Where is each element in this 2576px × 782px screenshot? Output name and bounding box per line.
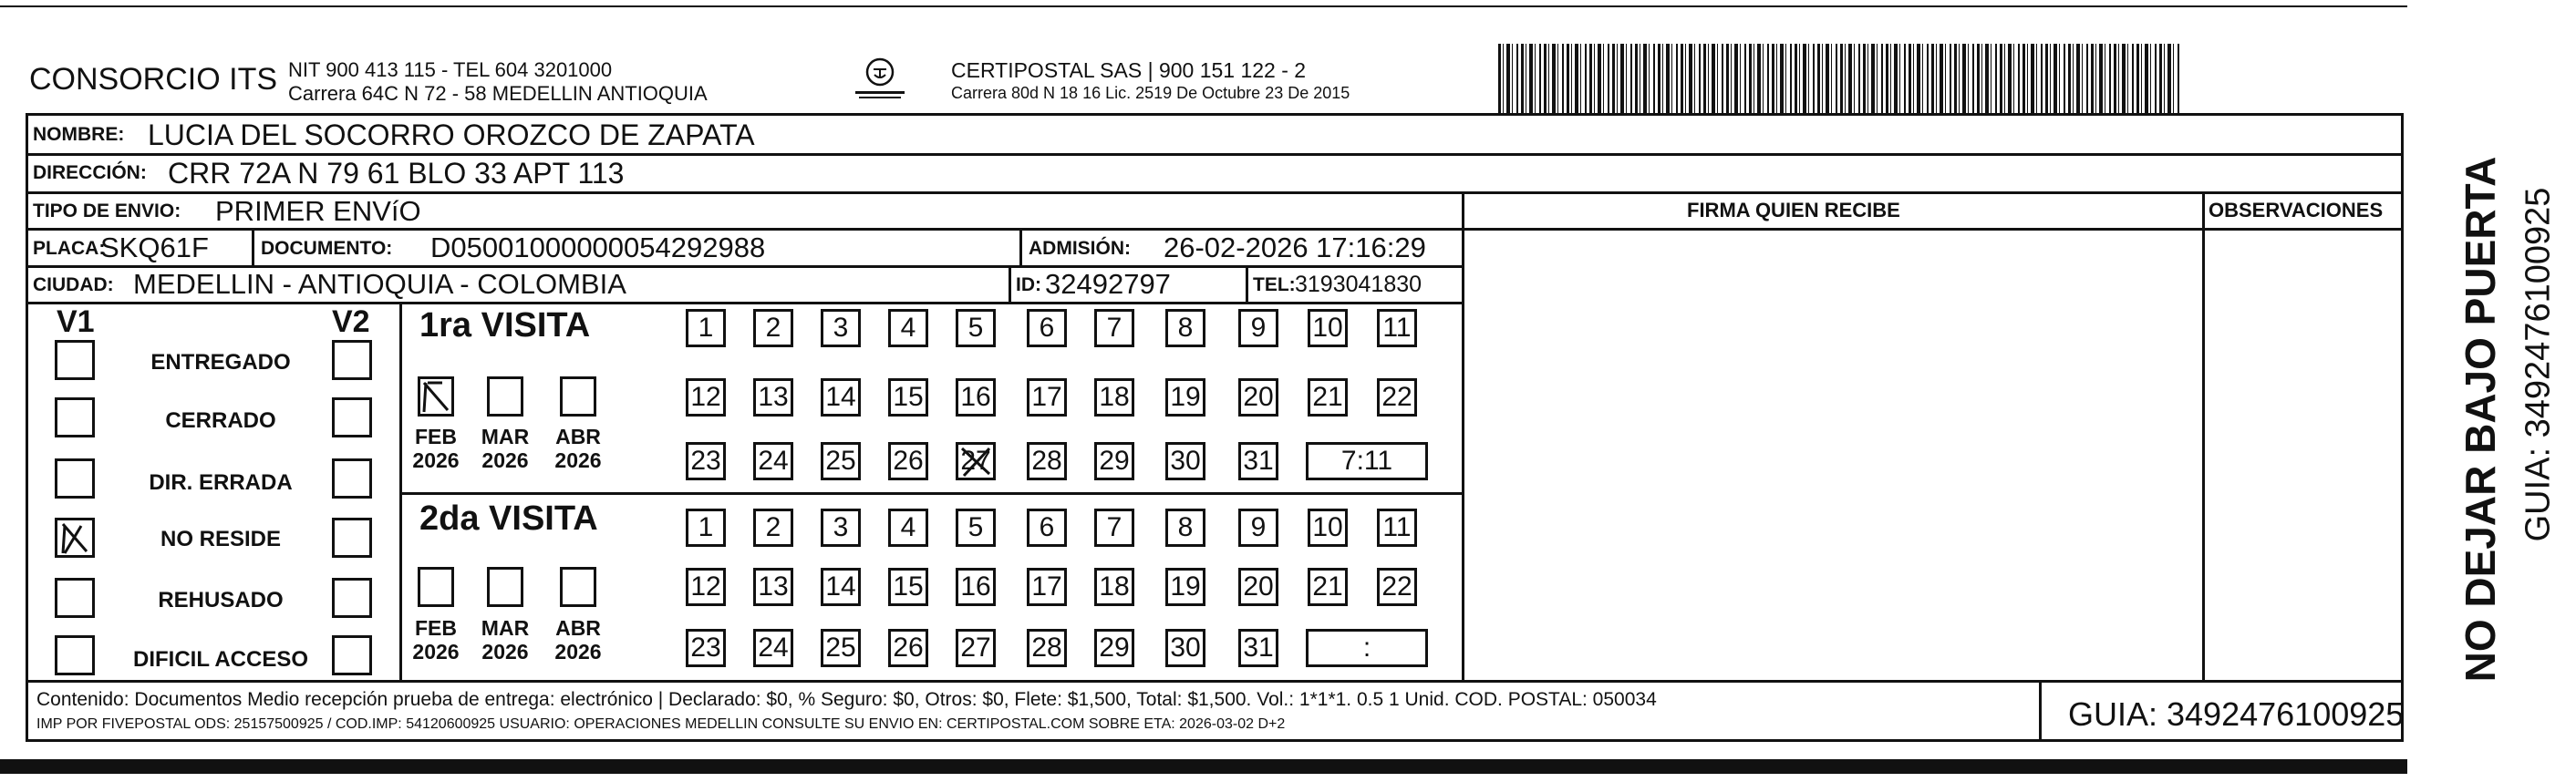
side-guia: GUIA: 3492476100925 (2519, 187, 2558, 542)
status-label: DIR. ERRADA (149, 470, 293, 495)
placa-label: PLACA: (33, 238, 106, 259)
company-address: Carrera 64C N 72 - 58 MEDELLIN ANTIOQUIA (288, 82, 708, 105)
month-checkbox[interactable] (418, 376, 454, 417)
tipo-label: TIPO DE ENVIO: (33, 201, 181, 221)
day-box[interactable]: 28 (1027, 442, 1067, 480)
time-box[interactable]: : (1306, 629, 1428, 667)
day-box[interactable]: 27 (956, 629, 996, 667)
day-box[interactable]: 23 (686, 442, 726, 480)
month-label: MAR (481, 616, 530, 640)
day-box[interactable]: 9 (1238, 509, 1278, 547)
footer-guia: GUIA: 3492476100925 (2068, 695, 2405, 733)
day-box[interactable]: 6 (1027, 509, 1067, 547)
documento-label: DOCUMENTO: (261, 238, 393, 259)
month-year: 2026 (554, 448, 602, 472)
day-cross-mark-icon (958, 445, 993, 478)
status-label: DIFICIL ACCESO (132, 647, 308, 672)
day-box[interactable]: 20 (1238, 378, 1278, 417)
day-box[interactable]: 10 (1308, 309, 1348, 347)
month-year: 2026 (481, 640, 529, 664)
nombre-label: NOMBRE: (33, 124, 125, 145)
observaciones-label: OBSERVACIONES (2209, 199, 2384, 221)
tel-label: TEL: (1253, 274, 1296, 295)
ciudad-label: CIUDAD: (33, 274, 114, 295)
admision-label: ADMISIÓN: (1029, 238, 1131, 259)
v2-checkbox[interactable] (332, 635, 372, 675)
v1-label: V1 (57, 304, 95, 339)
day-box[interactable]: 14 (821, 568, 861, 606)
day-box[interactable]: 4 (888, 509, 928, 547)
carrier-name: CERTIPOSTAL SAS | 900 151 122 - 2 (951, 58, 1307, 82)
logo-icon (852, 57, 908, 102)
day-box[interactable]: 25 (821, 442, 861, 480)
certipostal-logo (852, 57, 908, 102)
status-label: REHUSADO (158, 588, 284, 612)
day-box[interactable]: 13 (753, 568, 793, 606)
placa-value: SKQ61F (100, 232, 209, 263)
v2-checkbox[interactable] (332, 458, 372, 499)
day-box[interactable]: 12 (686, 568, 726, 606)
ciudad-value: MEDELLIN - ANTIOQUIA - COLOMBIA (133, 268, 626, 300)
day-box[interactable]: 13 (753, 378, 793, 417)
day-box[interactable]: 24 (753, 442, 793, 480)
day-box[interactable]: 11 (1377, 309, 1417, 347)
day-box[interactable]: 31 (1238, 442, 1278, 480)
day-box[interactable]: 29 (1094, 629, 1134, 667)
side-warning: NO DEJAR BAJO PUERTA (2457, 156, 2504, 683)
day-box[interactable]: 7 (1094, 509, 1134, 547)
tel-value: 3193041830 (1295, 272, 1422, 297)
day-box[interactable]: 22 (1377, 378, 1417, 417)
day-box[interactable]: 11 (1377, 509, 1417, 547)
day-box[interactable]: 16 (956, 378, 996, 417)
day-box[interactable]: 30 (1165, 629, 1205, 667)
month-label: FEB (415, 425, 457, 448)
time-box[interactable]: 7:11 (1306, 442, 1428, 480)
status-label: NO RESIDE (160, 527, 282, 551)
tipo-value: PRIMER ENVíO (215, 195, 421, 227)
day-box[interactable]: 9 (1238, 309, 1278, 347)
v2-checkbox[interactable] (332, 518, 372, 558)
day-box[interactable]: 5 (956, 309, 996, 347)
nombre-value: LUCIA DEL SOCORRO OROZCO DE ZAPATA (148, 118, 755, 151)
check-mark-icon (420, 379, 451, 414)
month-label: ABR (555, 425, 601, 448)
id-value: 32492797 (1045, 268, 1171, 300)
day-box[interactable]: 4 (888, 309, 928, 347)
v1-checkbox[interactable] (55, 635, 95, 675)
company-name: CONSORCIO ITS (29, 62, 278, 97)
day-box[interactable]: 21 (1308, 568, 1348, 606)
day-box[interactable]: 25 (821, 629, 861, 667)
day-box[interactable]: 8 (1165, 309, 1205, 347)
v2-checkbox[interactable] (332, 340, 372, 380)
month-year: 2026 (412, 448, 460, 472)
day-box[interactable]: 29 (1094, 442, 1134, 480)
day-box[interactable]: 15 (888, 568, 928, 606)
month-year: 2026 (412, 640, 460, 664)
v2-checkbox[interactable] (332, 397, 372, 437)
day-box[interactable]: 18 (1094, 568, 1134, 606)
v1-checkbox[interactable] (55, 578, 95, 618)
month-label: MAR (481, 425, 530, 448)
day-box[interactable]: 24 (753, 629, 793, 667)
id-label: ID: (1016, 274, 1041, 295)
day-box[interactable]: 20 (1238, 568, 1278, 606)
day-box[interactable]: 17 (1027, 568, 1067, 606)
day-box[interactable]: 31 (1238, 629, 1278, 667)
check-mark-icon (57, 520, 92, 555)
day-box[interactable]: 3 (821, 509, 861, 547)
day-box[interactable]: 3 (821, 309, 861, 347)
bottom-border (0, 759, 2407, 774)
day-box[interactable]: 27 (956, 442, 996, 480)
day-box[interactable]: 15 (888, 378, 928, 417)
month-checkbox[interactable] (487, 376, 523, 417)
v1-checkbox[interactable] (55, 458, 95, 499)
day-box[interactable]: 30 (1165, 442, 1205, 480)
month-year: 2026 (554, 640, 602, 664)
day-box[interactable]: 1 (686, 509, 726, 547)
month-checkbox[interactable] (487, 567, 523, 607)
month-checkbox[interactable] (418, 567, 454, 607)
day-box[interactable]: 2 (753, 509, 793, 547)
month-year: 2026 (481, 448, 529, 472)
day-box[interactable]: 19 (1165, 568, 1205, 606)
month-checkbox[interactable] (560, 376, 596, 417)
day-box[interactable]: 7 (1094, 309, 1134, 347)
status-label: ENTREGADO (150, 350, 291, 375)
day-box[interactable]: 8 (1165, 509, 1205, 547)
direccion-value: CRR 72A N 79 61 BLO 33 APT 113 (168, 157, 625, 190)
carrier-license: Carrera 80d N 18 16 Lic. 2519 De Octubre 23 De 2015 (951, 84, 1350, 102)
firma-label: FIRMA QUIEN RECIBE (1687, 199, 1900, 221)
day-box[interactable]: 18 (1094, 378, 1134, 417)
company-nit: NIT 900 413 115 - TEL 604 3201000 (288, 58, 613, 81)
day-box[interactable]: 10 (1308, 509, 1348, 547)
day-box[interactable]: 1 (686, 309, 726, 347)
v2-checkbox[interactable] (332, 578, 372, 618)
day-box[interactable]: 19 (1165, 378, 1205, 417)
month-label: FEB (415, 616, 457, 640)
footer-contenido: Contenido: Documentos Medio recepción prueba de entrega: electrónico | Declarado: $0, % Seguro: $0, Otros: $0, Flete: $1,500, Total: $1,500. Vol.: 1*1*1. 0.5 1 Unid. COD. POSTAL: 050034 (36, 689, 1657, 710)
day-box[interactable]: 22 (1377, 568, 1417, 606)
top-border (0, 5, 2407, 7)
day-box[interactable]: 12 (686, 378, 726, 417)
documento-value: D05001000000054292988 (430, 232, 766, 263)
day-box[interactable]: 21 (1308, 378, 1348, 417)
admision-value: 26-02-2026 17:16:29 (1164, 232, 1426, 263)
day-box[interactable]: 5 (956, 509, 996, 547)
footer-impresion: IMP POR FIVEPOSTAL ODS: 25157500925 / COD.IMP: 54120600925 USUARIO: OPERACIONES MEDELLIN CONSULTE SU ENVIO EN: CERTIPOSTAL.COM SOBRE ETA: 2026-03-02 D+2 (36, 716, 1286, 732)
v2-label: V2 (332, 304, 370, 339)
v1-checkbox[interactable] (55, 340, 95, 380)
visit2-title: 2da VISITA (419, 499, 598, 538)
day-box[interactable]: 26 (888, 629, 928, 667)
v1-checkbox[interactable] (55, 397, 95, 437)
day-box[interactable]: 17 (1027, 378, 1067, 417)
day-box[interactable]: 16 (956, 568, 996, 606)
day-box[interactable]: 23 (686, 629, 726, 667)
day-box[interactable]: 2 (753, 309, 793, 347)
day-box[interactable]: 14 (821, 378, 861, 417)
status-label: CERRADO (165, 408, 276, 433)
day-box[interactable]: 6 (1027, 309, 1067, 347)
v1-checkbox[interactable] (55, 518, 95, 558)
barcode (1498, 44, 2180, 115)
day-box[interactable]: 26 (888, 442, 928, 480)
month-label: ABR (555, 616, 601, 640)
direccion-label: DIRECCIÓN: (33, 162, 147, 183)
visit1-title: 1ra VISITA (419, 306, 591, 345)
month-checkbox[interactable] (560, 567, 596, 607)
day-box[interactable]: 28 (1027, 629, 1067, 667)
